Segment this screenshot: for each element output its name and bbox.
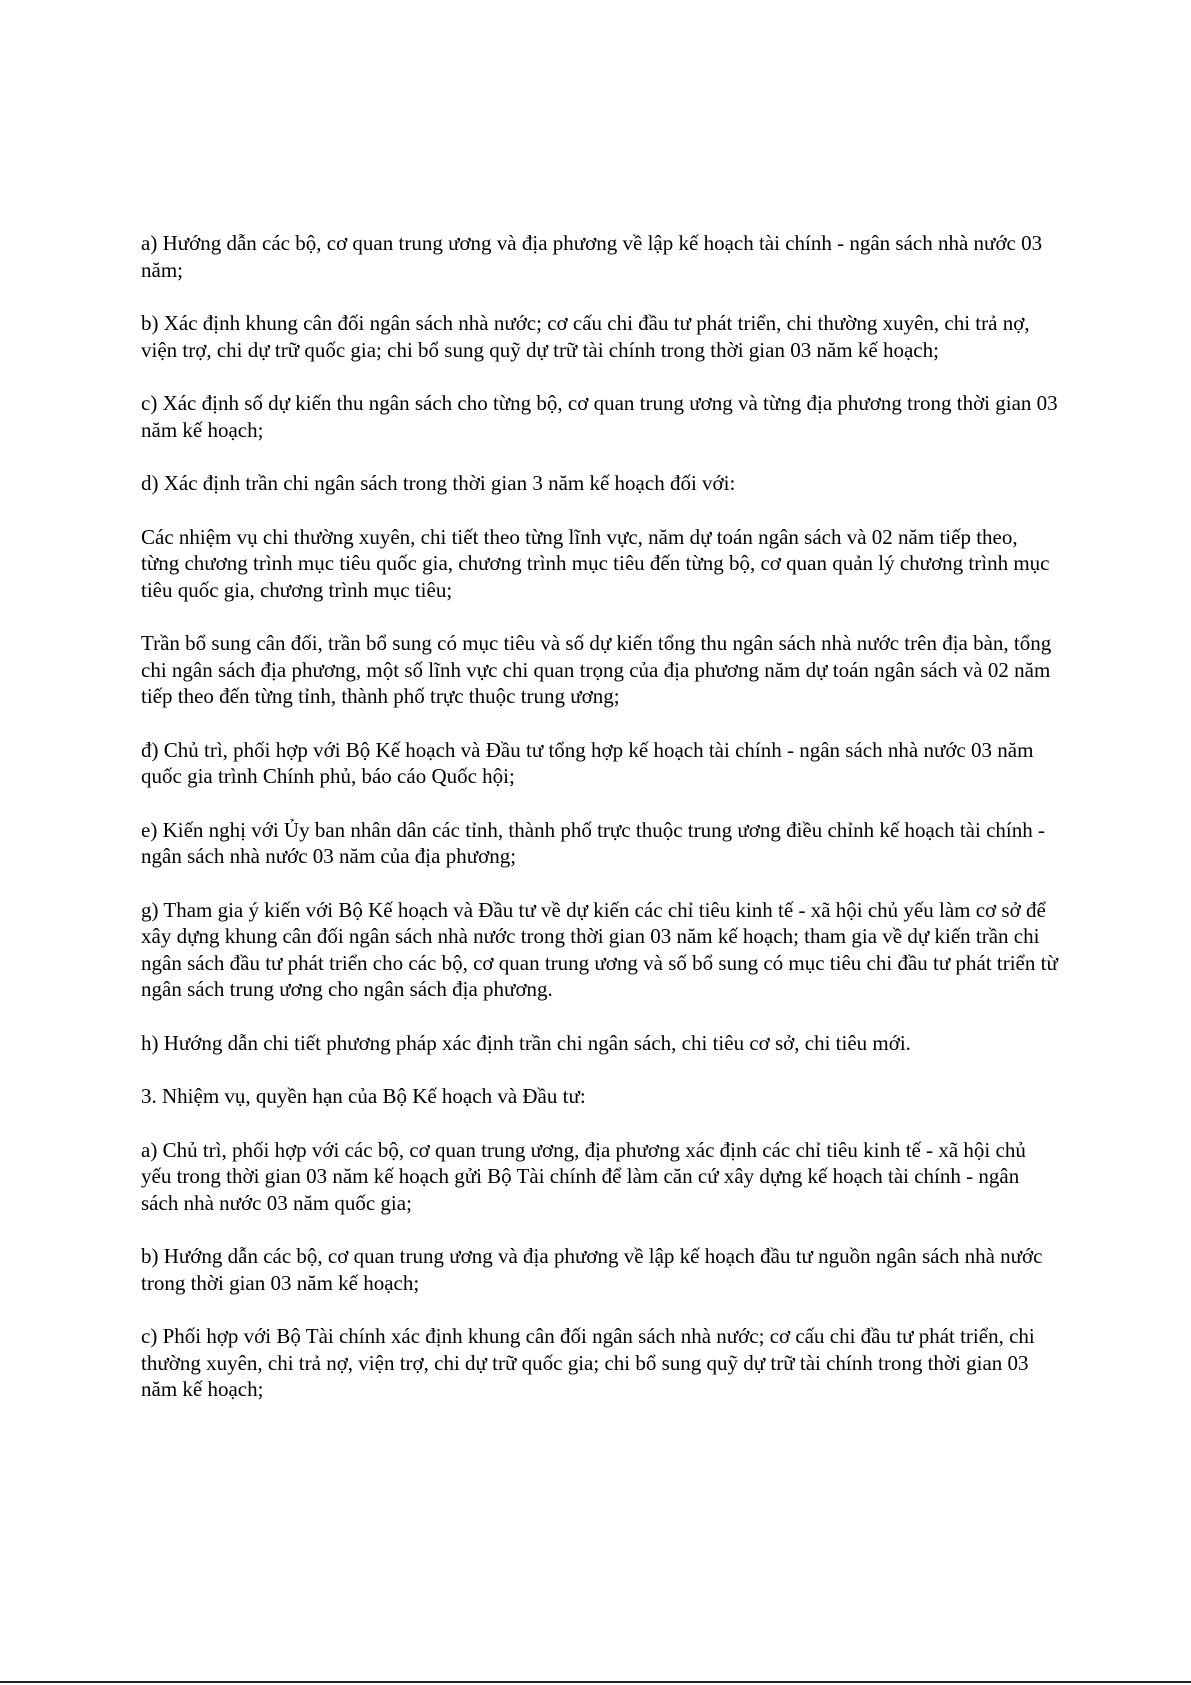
paragraph-g-opinions: g) Tham gia ý kiến với Bộ Kế hoạch và Đầu tư về dự kiến các chỉ tiêu kinh tế - xã hội chủ yếu làm cơ sở để xây dựng khung cân đối ngân sách nhà nước trong thời gian 03 năm kế hoạch; tham gia về dự kiến trần chi ngân sách đầu tư phát triển cho các bộ, cơ quan trung ương và số bổ sung có mục tiêu chi đầu tư phát triển từ ngân sách trung ương cho ngân sách địa phương. [141, 897, 1058, 1001]
paragraph-h-method-guidance: h) Hướng dẫn chi tiết phương pháp xác định trần chi ngân sách, chi tiêu cơ sở, chi tiêu mới. [141, 1030, 911, 1055]
page-bottom-divider [0, 1681, 1191, 1683]
paragraph-3c-coordinate-framework: c) Phối hợp với Bộ Tài chính xác định khung cân đối ngân sách nhà nước; cơ cấu chi đầu tư phát triển, chi thường xuyên, chi trả nợ, viện trợ, chi dự trữ quốc gia; chi bổ sung quỹ dự trữ tài chính trong thời gian 03 năm kế hoạch; [141, 1324, 1035, 1401]
section-heading-3: 3. Nhiệm vụ, quyền hạn của Bộ Kế hoạch và Đầu tư: [141, 1084, 586, 1108]
document-page [141, 230, 1061, 1430]
paragraph-dd-lead-coordinate: đ) Chủ trì, phối hợp với Bộ Kế hoạch và Đầu tư tổng hợp kế hoạch tài chính - ngân sách nhà nước 03 năm quốc gia trình Chính phủ, báo cáo Quốc hội; [141, 737, 1034, 788]
paragraph-a-guidance: a) Hướng dẫn các bộ, cơ quan trung ương và địa phương về lập kế hoạch tài chính - ngân sách nhà nước 03 năm; [141, 231, 1043, 282]
paragraph-d-spending-ceiling: d) Xác định trần chi ngân sách trong thời gian 3 năm kế hoạch đối với: [141, 471, 736, 495]
paragraph-3a-lead-indicators: a) Chủ trì, phối hợp với các bộ, cơ quan trung ương, địa phương xác định các chỉ tiêu kinh tế - xã hội chủ yếu trong thời gian 03 năm kế hoạch gửi Bộ Tài chính để làm căn cứ xây dựng kế hoạch tài chính - ngân sách nhà nước 03 năm quốc gia; [141, 1137, 1026, 1215]
paragraph-recurrent-tasks: Các nhiệm vụ chi thường xuyên, chi tiết theo từng lĩnh vực, năm dự toán ngân sách và 02 năm tiếp theo, từng chương trình mục tiêu quốc gia, chương trình mục tiêu đến từng bộ, cơ quan quản lý chương trình mục tiêu quốc gia, chương trình mục tiêu; [141, 524, 1050, 602]
paragraph-c-revenue-estimate: c) Xác định số dự kiến thu ngân sách cho từng bộ, cơ quan trung ương và từng địa phương trong thời gian 03 năm kế hoạch; [141, 391, 1058, 442]
paragraph-e-recommend: e) Kiến nghị với Ủy ban nhân dân các tỉnh, thành phố trực thuộc trung ương điều chỉnh kế hoạch tài chính - ngân sách nhà nước 03 năm của địa phương; [141, 817, 1045, 868]
paragraph-b-budget-framework: b) Xác định khung cân đối ngân sách nhà nước; cơ cấu chi đầu tư phát triển, chi thường xuyên, chi trả nợ, viện trợ, chi dự trữ quốc gia; chi bổ sung quỹ dự trữ tài chính trong thời gian 03 năm kế hoạch; [141, 311, 1030, 362]
paragraph-supplement-ceiling: Trần bổ sung cân đối, trần bổ sung có mục tiêu và số dự kiến tổng thu ngân sách nhà nước trên địa bàn, tổng chi ngân sách địa phương, một số lĩnh vực chi quan trọng của địa phương năm dự toán ngân sách và 02 năm tiếp theo đến từng tỉnh, thành phố trực thuộc trung ương; [141, 631, 1052, 708]
paragraph-3b-investment-guidance: b) Hướng dẫn các bộ, cơ quan trung ương và địa phương về lập kế hoạch đầu tư nguồn ngân sách nhà nước trong thời gian 03 năm kế hoạch; [141, 1244, 1043, 1295]
